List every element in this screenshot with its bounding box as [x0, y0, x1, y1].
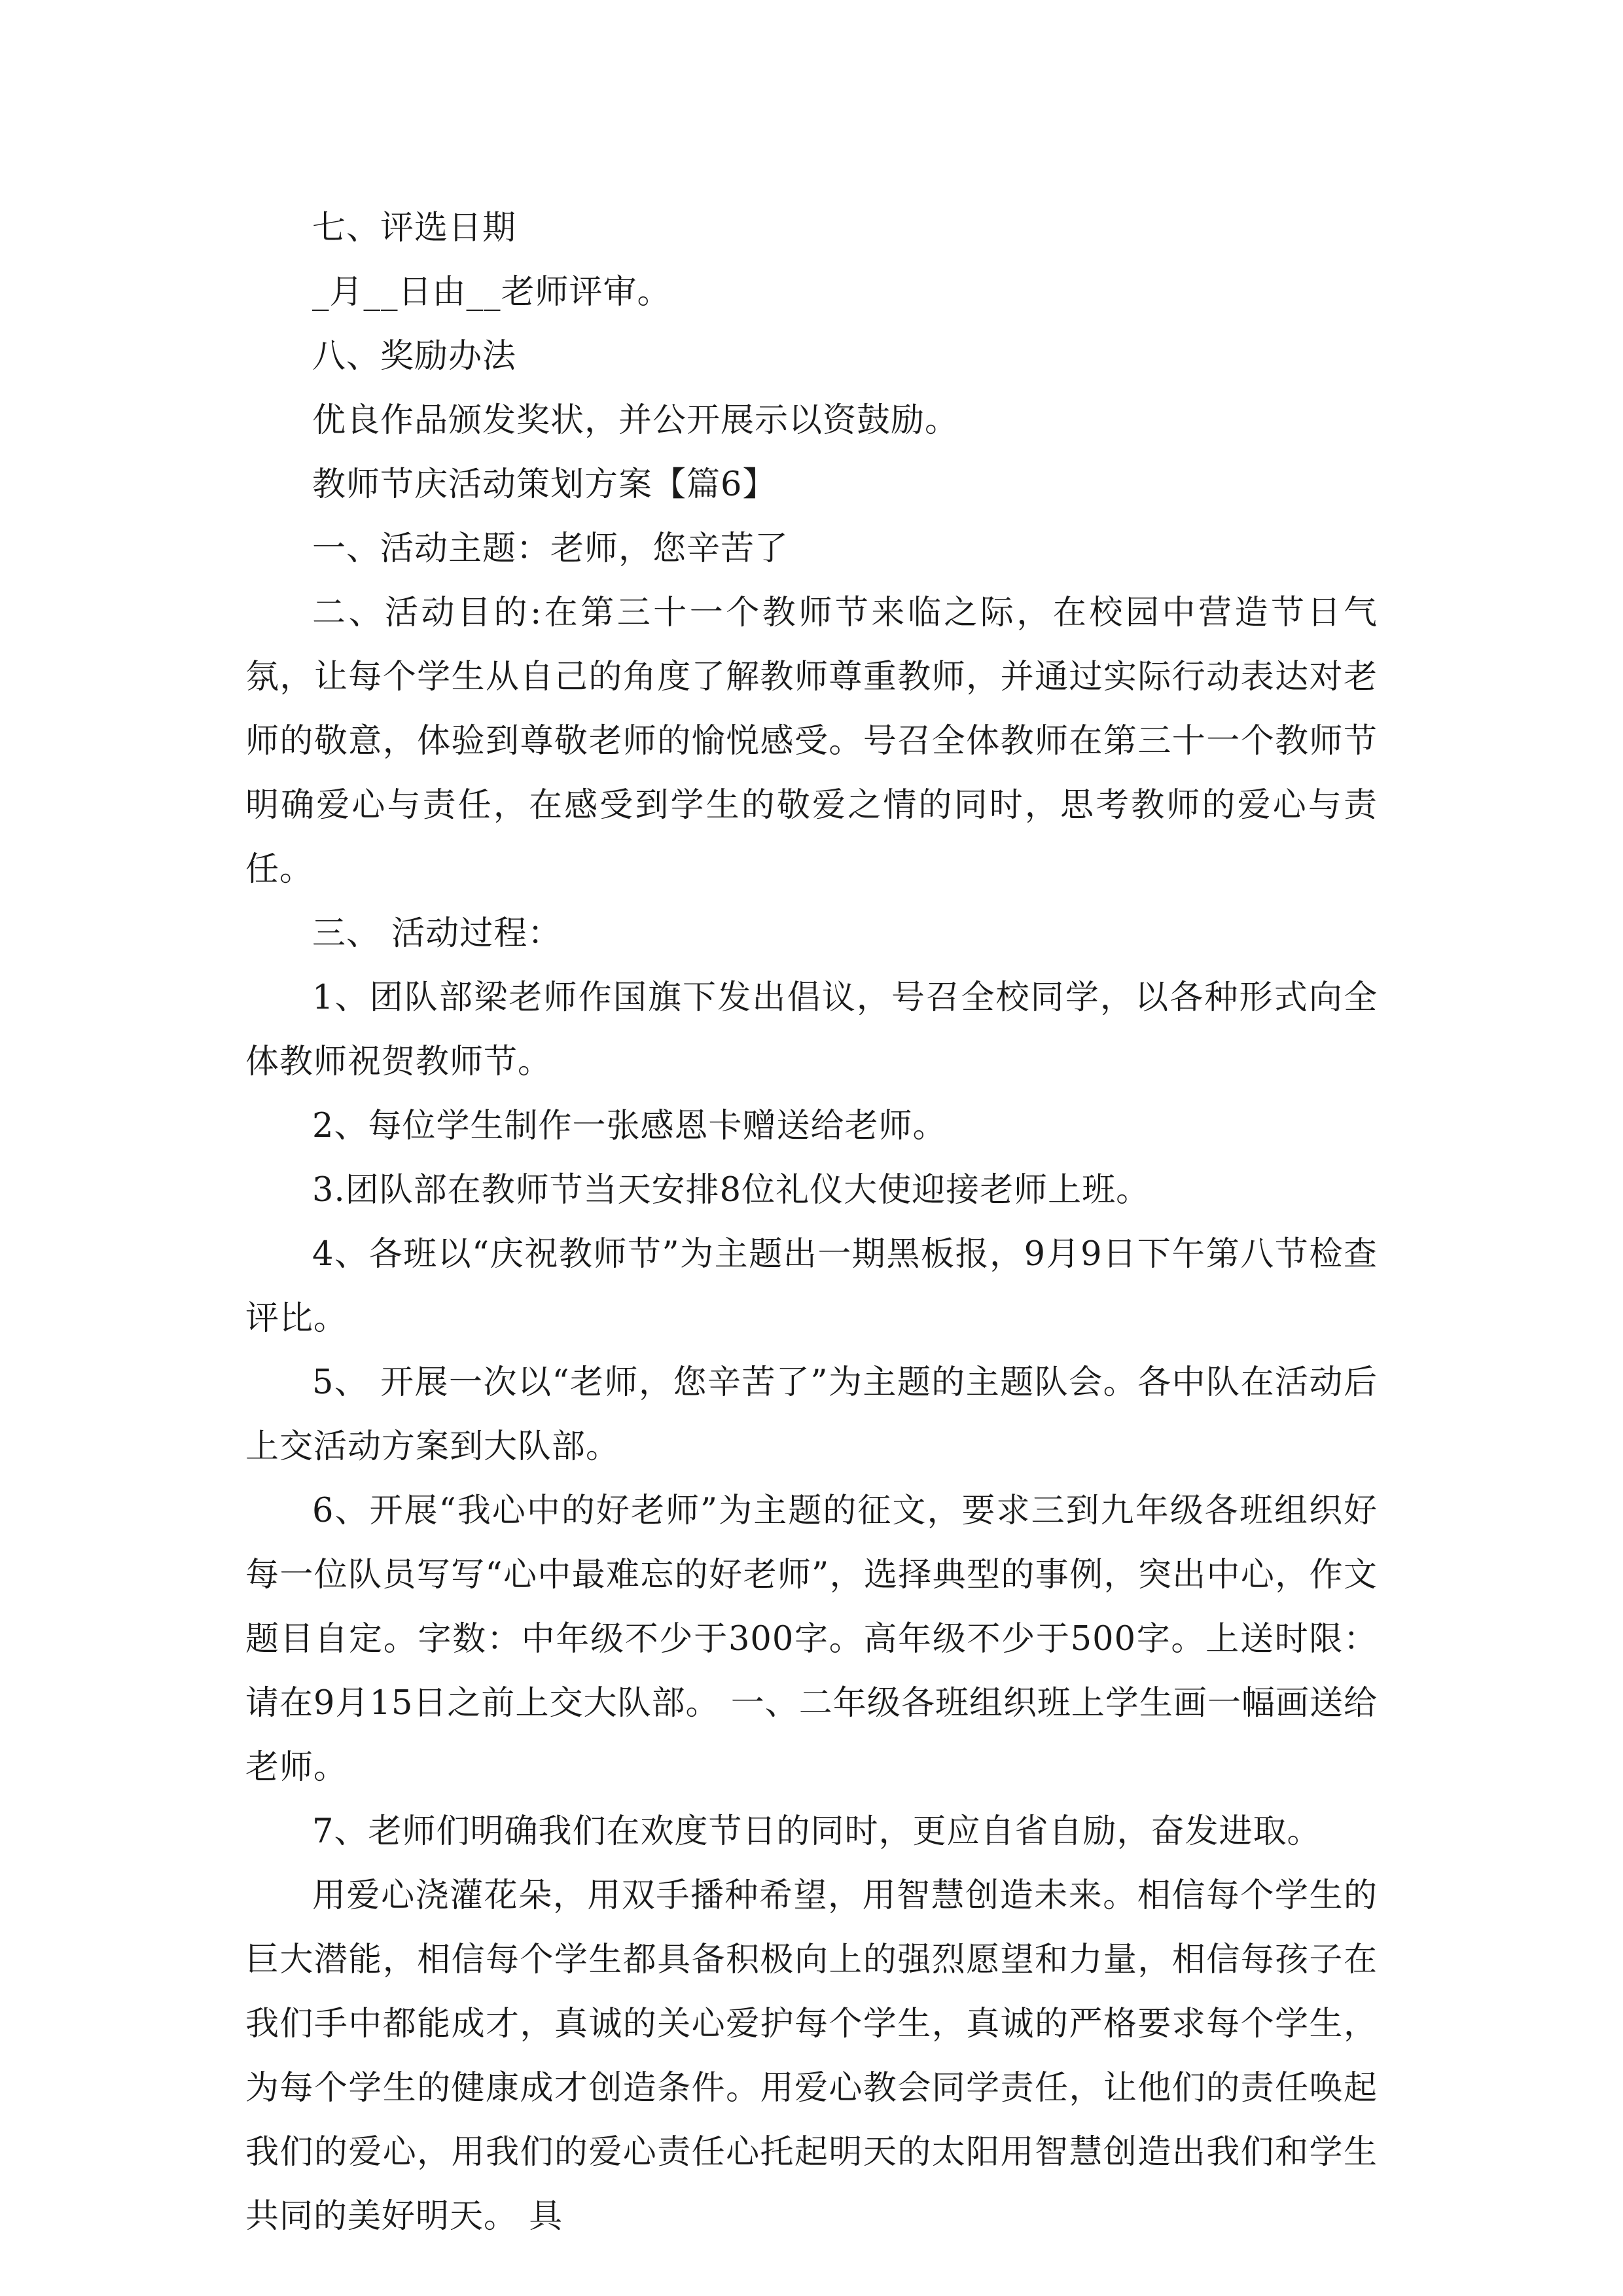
paragraph-plan-title: 教师节庆活动策划方案【篇6】 [312, 465, 777, 504]
paragraph-activity-purpose: 二、活动目的:在第三十一个教师节来临之际，在校园中营造节日气氛，让每个学生从自己的角度了解教师尊重教师，并通过实际行动表达对老师的敬意，体验到尊敬老师的愉悦感受。号召全体教师在第三十一个教师节明确爱心与责任，在感受到学生的敬爱之情的同时，思考教师的爱心与责任。 [245, 594, 1378, 889]
paragraph-process-item-3: 3.团队部在教师节当天安排8位礼仪大使迎接老师上班。 [312, 1171, 1150, 1210]
paragraph-closing: 用爱心浇灌花朵，用双手播种希望，用智慧创造未来。相信每个学生的巨大潜能，相信每个学生都具备积极向上的强烈愿望和力量，相信每孩子在我们手中都能成才，真诚的关心爱护每个学生，真诚的严格要求每个学生，为每个学生的健康成才创造条件。用爱心教会同学责任，让他们的责任唤起我们的爱心，用我们的爱心责任心托起明天的太阳用智慧创造出我们和学生共同的美好明天。 具 [245, 1876, 1378, 2236]
paragraph-process-item-6: 6、开展“我心中的好老师”为主题的征文，要求三到九年级各班组织好每一位队员写写“心中最难忘的好老师”，选择典型的事例，突出中心，作文题目自定。字数：中年级不少于300字。高年级不少于500字。上送时限：请在9月15日之前上交大队部。 一、二年级各班组织班上学生画一幅画送给老师。 [245, 1492, 1378, 1787]
paragraph-activity-process-heading: 三、 活动过程： [312, 914, 562, 953]
paragraph-process-item-1: 1、团队部梁老师作国旗下发出倡议，号召全校同学，以各种形式向全体教师祝贺教师节。 [245, 978, 1378, 1081]
paragraph-reward-method: 优良作品颁发奖状，并公开展示以资鼓励。 [312, 401, 959, 440]
paragraph-process-item-5: 5、 开展一次以“老师，您辛苦了”为主题的主题队会。各中队在活动后上交活动方案到大队部。 [245, 1363, 1378, 1466]
document-body [245, 196, 1378, 2249]
paragraph-section-7-heading: 七、评选日期 [312, 209, 517, 247]
paragraph-activity-theme: 一、活动主题：老师，您辛苦了 [312, 529, 789, 568]
paragraph-process-item-4: 4、各班以“庆祝教师节”为主题出一期黑板报，9月9日下午第八节检查评比。 [245, 1235, 1378, 1338]
paragraph-section-8-heading: 八、奖励办法 [312, 337, 517, 376]
paragraph-review-date: _月__日由__老师评审。 [312, 273, 671, 312]
paragraph-process-item-2: 2、每位学生制作一张感恩卡赠送给老师。 [312, 1107, 947, 1145]
paragraph-process-item-7: 7、老师们明确我们在欢度节日的同时，更应自省自励，奋发进取。 [312, 1812, 1321, 1851]
